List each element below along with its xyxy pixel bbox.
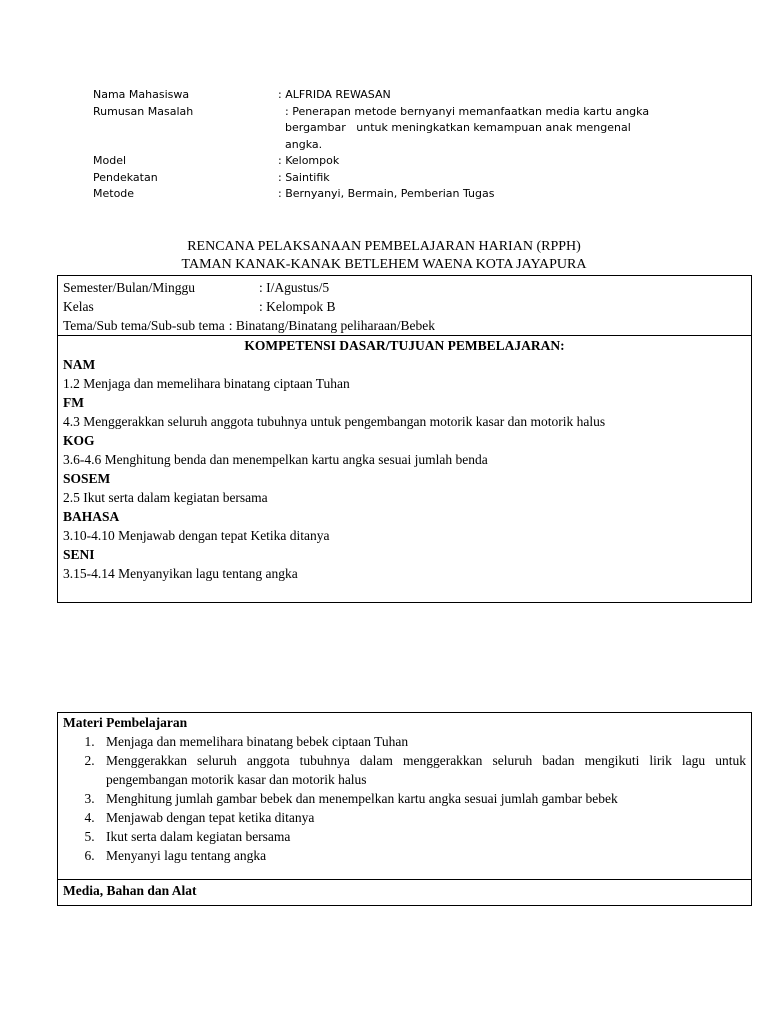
kd-text: 4.3 Menggerakkan seluruh anggota tubuhnya untuk pengembangan motorik kasar dan motorik halus <box>63 414 606 429</box>
semester-value: : I/Agustus/5 <box>259 280 330 295</box>
rumusan-line-3: angka. <box>285 137 323 151</box>
category-label: KOG <box>63 433 95 448</box>
model-value: : Kelompok <box>278 154 340 167</box>
nama-value: : ALFRIDA REWASAN <box>278 88 391 101</box>
model-row <box>93 153 713 170</box>
student-info-block <box>93 87 713 203</box>
metode-value: : Bernyanyi, Bermain, Pemberian Tugas <box>278 187 495 200</box>
pendekatan-label: Pendekatan <box>93 170 158 184</box>
kd-seni <box>63 545 746 583</box>
nama-row <box>93 87 713 104</box>
kd-text: 3.6-4.6 Menghitung benda dan menempelkan kartu angka sesuai jumlah benda <box>63 452 488 467</box>
kd-kog <box>63 431 746 469</box>
rumusan-line-2: bergambar untuk meningkatkan kemampuan anak mengenal <box>285 121 631 134</box>
materi-table <box>57 712 752 906</box>
kelas-row <box>63 297 746 316</box>
materi-item: 6. Menyanyi lagu tentang angka <box>98 846 746 865</box>
title-line-1: RENCANA PELAKSANAAN PEMBELAJARAN HARIAN (RPPH) <box>187 239 581 254</box>
materi-item: 4. Menjawab dengan tepat ketika ditanya <box>98 808 746 827</box>
materi-item: 1. Menjaga dan memelihara binatang bebek ciptaan Tuhan <box>98 732 746 751</box>
media-title: Media, Bahan dan Alat <box>63 883 197 898</box>
category-label: BAHASA <box>63 509 120 524</box>
materi-list <box>63 732 746 865</box>
semester-label: Semester/Bulan/Minggu <box>63 280 195 295</box>
kd-sosem <box>63 469 746 507</box>
kd-nam <box>63 355 746 393</box>
rpph-table <box>57 275 752 603</box>
materi-section <box>58 713 751 865</box>
title-line-2: TAMAN KANAK-KANAK BETLEHEM WAENA KOTA JAYAPURA <box>181 257 587 272</box>
kd-text: 2.5 Ikut serta dalam kegiatan bersama <box>63 490 268 505</box>
model-label: Model <box>93 154 127 167</box>
category-label: SOSEM <box>63 471 111 486</box>
tema-row <box>63 316 746 335</box>
meta-section <box>58 276 751 335</box>
pendekatan-row <box>93 170 713 187</box>
kompetensi-section <box>58 336 751 583</box>
category-label: NAM <box>63 357 96 372</box>
nama-label: Nama Mahasiswa <box>93 88 190 101</box>
kompetensi-heading: KOMPETENSI DASAR/TUJUAN PEMBELAJARAN: <box>244 338 565 353</box>
category-label: FM <box>63 395 84 410</box>
kelas-value: : Kelompok B <box>259 299 336 314</box>
tema-label: Tema/Sub tema/Sub-sub tema <box>63 318 225 333</box>
materi-item: 3. Menghitung jumlah gambar bebek dan menempelkan kartu angka sesuai jumlah gambar bebek <box>98 789 746 808</box>
document-title <box>0 238 768 274</box>
materi-item: 5. Ikut serta dalam kegiatan bersama <box>98 827 746 846</box>
rumusan-row <box>93 104 713 154</box>
rumusan-label: Rumusan Masalah <box>93 104 194 118</box>
kd-bahasa <box>63 507 746 545</box>
rumusan-line-1: : Penerapan metode bernyanyi memanfaatkan media kartu angka <box>285 104 650 118</box>
materi-title: Materi Pembelajaran <box>63 715 188 730</box>
pendekatan-value: : Saintifik <box>278 170 330 184</box>
kd-text: 1.2 Menjaga dan memelihara binatang ciptaan Tuhan <box>63 376 350 391</box>
rumusan-value <box>278 104 713 154</box>
media-divider <box>58 879 751 880</box>
materi-item: 2. Menggerakkan seluruh anggota tubuhnya dalam menggerakkan seluruh badan mengikuti lirik lagu untuk pengembangan motorik kasar dan motorik halus <box>98 751 746 789</box>
category-label: SENI <box>63 547 95 562</box>
kelas-label: Kelas <box>63 299 94 314</box>
kd-text: 3.10-4.10 Menjawab dengan tepat Ketika ditanya <box>63 528 330 543</box>
metode-label: Metode <box>93 187 135 200</box>
kd-fm <box>63 393 746 431</box>
kd-text: 3.15-4.14 Menyanyikan lagu tentang angka <box>63 566 298 581</box>
semester-row <box>63 278 746 297</box>
metode-row <box>93 186 713 203</box>
tema-value: : Binatang/Binatang peliharaan/Bebek <box>228 318 435 333</box>
